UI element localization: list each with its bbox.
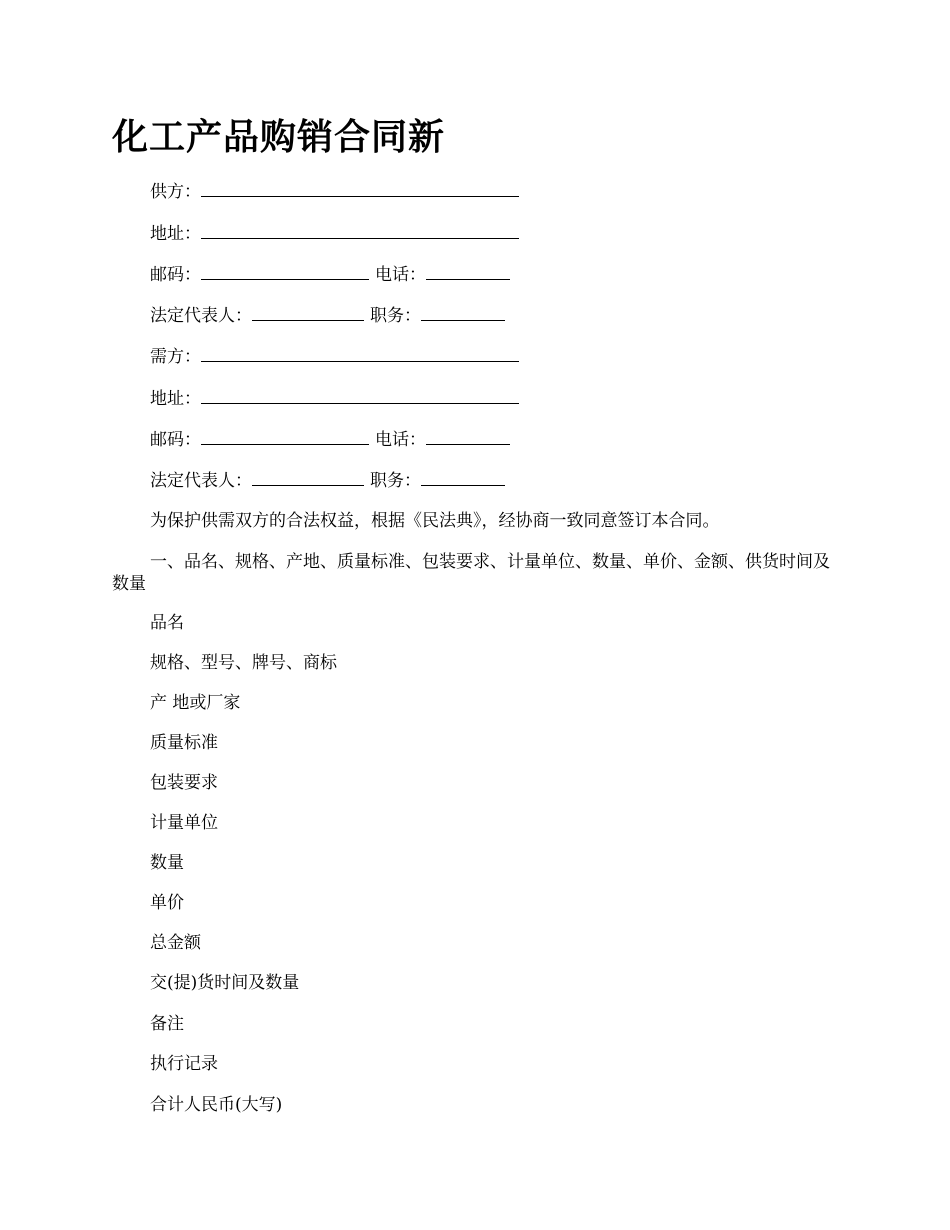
buyer-line [150,345,519,368]
document-title: 化工产品购销合同新 [112,116,446,158]
field-item: 备注 [150,1014,184,1034]
field-item: 包装要求 [150,773,218,793]
buyer-postcode-label: 邮码： [150,430,201,450]
supplier-address-line [150,222,519,245]
buyer-position-label: 职务： [370,471,421,491]
supplier-phone-blank[interactable] [426,263,510,280]
buyer-phone-blank[interactable] [426,428,510,445]
field-item: 总金额 [150,933,201,953]
buyer-position-blank[interactable] [421,469,505,486]
buyer-rep-line [150,469,505,492]
supplier-address-blank[interactable] [201,222,519,239]
buyer-address-label: 地址： [150,389,201,409]
supplier-legal-rep-blank[interactable] [252,304,364,321]
supplier-phone-label: 电话： [375,265,426,285]
buyer-label: 需方： [150,347,201,367]
buyer-legal-rep-label: 法定代表人： [150,471,252,491]
buyer-blank[interactable] [201,345,519,362]
field-item: 产 地或厂家 [150,693,241,713]
supplier-label: 供方： [150,182,201,202]
clause-1-heading: 一、品名、规格、产地、质量标准、包装要求、计量单位、数量、单价、金额、供货时间及数量 [112,552,830,594]
intro-paragraph: 为保护供需双方的合法权益，根据《民法典》，经协商一致同意签订本合同。 [150,511,720,531]
buyer-address-line [150,387,519,410]
buyer-postcode-blank[interactable] [201,428,369,445]
buyer-legal-rep-blank[interactable] [252,469,364,486]
field-item: 数量 [150,853,184,873]
buyer-address-blank[interactable] [201,387,519,404]
field-item: 品名 [150,613,184,633]
field-item: 规格、型号、牌号、商标 [150,653,337,673]
field-item: 执行记录 [150,1054,218,1074]
field-item: 质量标准 [150,733,218,753]
supplier-position-blank[interactable] [421,304,505,321]
supplier-position-label: 职务： [370,306,421,326]
supplier-rep-line [150,304,505,327]
field-item: 合计人民币(大写) [150,1095,283,1115]
field-item: 单价 [150,893,184,913]
supplier-address-label: 地址： [150,224,201,244]
supplier-legal-rep-label: 法定代表人： [150,306,252,326]
supplier-postcode-blank[interactable] [201,263,369,280]
field-item: 交(提)货时间及数量 [150,973,300,993]
supplier-contact-line [150,263,510,286]
buyer-phone-label: 电话： [375,430,426,450]
field-item: 计量单位 [150,813,218,833]
buyer-contact-line [150,428,510,451]
supplier-blank[interactable] [201,180,519,197]
supplier-postcode-label: 邮码： [150,265,201,285]
supplier-line [150,180,519,203]
